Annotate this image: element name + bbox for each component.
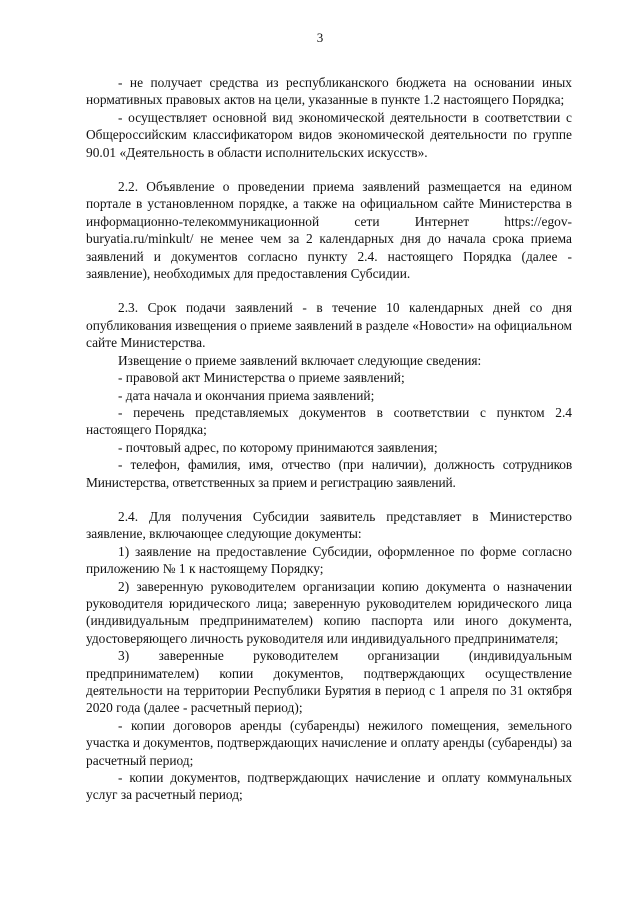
paragraph-notice-item-4: - почтовый адрес, по которому принимаются заявления; <box>118 439 438 455</box>
document-body <box>86 74 572 804</box>
paragraph-notice-item-5: - телефон, фамилия, имя, отчество (при наличии), должность сотрудников Министерства, ответственных за прием и регистрацию заявлений. <box>86 457 572 490</box>
paragraph-notice-intro: Извещение о приеме заявлений включает следующие сведения: <box>118 352 482 368</box>
paragraph-notice-item-2: - дата начала и окончания приема заявлений; <box>118 387 375 403</box>
paragraph-doc-3: 3) заверенные руководителем организации (индивидуальным предпринимателем) копии документов, подтверждающих осуществление деятельности на территории Республики Бурятия в период с 1 апреля по 31 октября 2020 года (далее - расчетный период); <box>86 648 572 716</box>
paragraph-doc-2: 2) заверенную руководителем организации копию документа о назначении руководителя юридического лица; заверенную руководителем юридического лица (индивидуальным предпринимателем) копию паспорта или иного документа, удостоверяющего личность руководителя или индивидуального предпринимателя; <box>86 578 572 646</box>
paragraph-doc-3-utilities: - копии документов, подтверждающих начисление и оплату коммунальных услуг за расчетный период; <box>86 770 572 803</box>
paragraph-2: - осуществляет основной вид экономической деятельности в соответствии с Общероссийским классификатором видов экономической деятельности по группе 90.01 «Деятельность в области исполнительских искусств». <box>86 109 572 160</box>
paragraph-2-3: 2.3. Срок подачи заявлений - в течение 10 календарных дней со дня опубликования извещения о приеме заявлений в разделе «Новости» на официальном сайте Министерства. <box>86 300 572 351</box>
paragraph-notice-item-3: - перечень представляемых документов в соответствии с пунктом 2.4 настоящего Порядка; <box>86 404 572 438</box>
paragraph-doc-3-lease: - копии договоров аренды (субаренды) нежилого помещения, земельного участка и документов, подтверждающих начисление и оплату аренды (субаренды) за расчетный период; <box>86 717 572 768</box>
paragraph-1: - не получает средства из республиканского бюджета на основании иных нормативных правовых актов на цели, указанные в пункте 1.2 настоящего Порядка; <box>86 75 572 108</box>
paragraph-2-2: 2.2. Объявление о проведении приема заявлений размещается на едином портале в установленном порядке, а также на официальном сайте Министерства в информационно-телекоммуникационной сети Интернет https://egov-buryatia.ru/minkult/ не менее чем за 2 календарных дня до начала срока приема заявлений и документов согласно пункту 2.4. настоящего Порядка (далее - заявление), необходимых для предоставления Субсидии. <box>86 179 572 282</box>
paragraph-notice-item-1: - правовой акт Министерства о приеме заявлений; <box>118 370 405 386</box>
paragraph-doc-1: 1) заявление на предоставление Субсидии, оформленное по форме согласно приложению № 1 к настоящему Порядку; <box>86 543 572 577</box>
paragraph-2-4: 2.4. Для получения Субсидии заявитель представляет в Министерство заявление, включающее следующие документы: <box>86 508 572 542</box>
page-number: 3 <box>316 30 324 45</box>
